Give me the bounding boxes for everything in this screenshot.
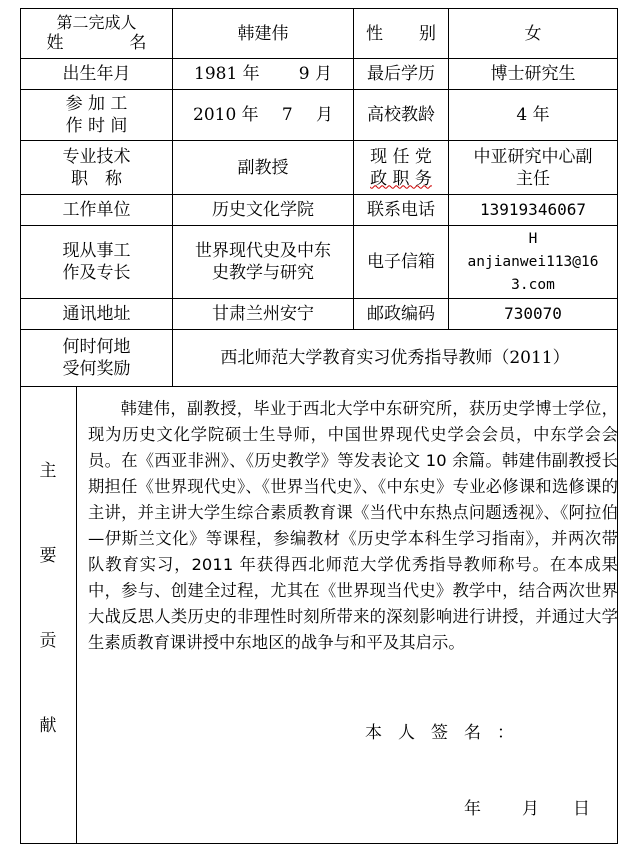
birth-year: 1981 年 [194,64,260,84]
education-value: 博士研究生 [490,64,576,84]
title-label-cell [21,141,172,194]
phone-label: 联系电话 [367,200,435,220]
specialty-label-line: 现从事工 [62,241,131,261]
contribution-label-char: 主 [39,461,57,481]
name-label-char: 名 [129,32,147,53]
gender-label-char: 别 [419,23,436,44]
contribution-label-char: 献 [39,716,57,736]
specialty-value-line: 世界现代史及中东 [195,241,331,261]
title-label-line: 专业技术 [62,146,131,167]
award-value: 西北师范大学教育实习优秀指导教师（2011） [220,348,570,368]
position-value-line: 主任 [516,168,550,189]
name-value: 韩建伟 [237,23,289,44]
position-value-cell [449,141,617,194]
signature-label: 本人签名： [365,723,530,743]
position-value-line: 中亚研究中心副 [473,146,593,167]
birth-label: 出生年月 [62,64,131,84]
work-start-month: 7 [281,105,293,125]
grid-line [20,386,618,387]
award-label-line: 何时何地 [62,337,131,357]
award-label-line: 受何奖励 [62,359,131,379]
grid-line [20,843,618,844]
email-value-cell [449,226,617,298]
work-start-value-cell [173,90,353,140]
contribution-label-char: 要 [39,546,57,566]
position-label-line: 政 职 务 [370,168,432,189]
postcode-value: 730070 [504,304,562,323]
postcode-label: 邮政编码 [367,304,435,324]
title-value: 副教授 [237,157,289,178]
education-label: 最后学历 [367,64,435,84]
contribution-text: 韩建伟，副教授，毕业于西北大学中东研究所，获历史学博士学位，现为历史文化学院硕士生导师，中国世界现代史学会会员，中东学会会员。在《西亚非洲》、《历史教学》等发表论文 10 余篇。韩建伟副教授长期担任《世界现代史》、《世界当代史》、《中东史》专业必修课和选修课的主讲，并主讲大学生综合素质教育课《当代中东热点问题透视》、《阿拉伯—伊斯兰文化》等课程，参编教材《历史学本科生学习指南》，并两次带队教育实习，2011 年获得西北师范大学优秀指导教师称号。在本成果中，参与、创建全过程，尤其在《世界现当代史》教学中，结合两次世界大战反思人类历史的非理性时刻所带来的深刻影响进行讲授，并通过大学生素质教育课讲授中东地区的战争与和平及其启示。 [88,399,618,652]
work-start-year: 2010 年 [193,105,259,125]
work-start-month-unit: 月 [316,105,333,125]
address-value: 甘肃兰州安宁 [212,304,314,324]
work-start-label-line: 参 加 工 [65,94,128,114]
name-label-char: 姓 [46,32,64,53]
position-label-cell [354,141,448,194]
grid-line [76,386,77,844]
phone-value: 13919346067 [480,200,586,219]
work-start-label-line: 作 时 间 [65,116,128,136]
email-value-line: anjianwei113@16 [467,253,599,270]
date-month: 月 [522,799,539,819]
unit-value: 历史文化学院 [212,200,314,220]
unit-label: 工作单位 [62,200,131,220]
gender-label-cell [354,9,448,58]
title-label-line: 职 称 [71,168,122,189]
completion-rank-note: 第二完成人 [56,12,137,32]
specialty-value-line: 史教学与研究 [212,263,314,283]
gender-value: 女 [524,23,542,44]
contribution-label [28,396,68,796]
contribution-label-char: 贡 [39,631,57,651]
email-label: 电子信箱 [367,252,435,272]
specialty-label-line: 作及专长 [62,263,131,283]
gender-label-char: 性 [366,23,383,44]
birth-month: 9 月 [298,64,332,84]
date-year: 年 [464,799,481,819]
date-day: 日 [573,799,590,819]
teaching-years-label: 高校教龄 [367,105,435,125]
email-value-line: H [528,230,538,247]
birth-value-cell [173,59,353,89]
name-label-cell [21,9,172,58]
teaching-years-value: 4 年 [516,105,550,125]
work-start-label-cell [21,90,172,140]
award-label-cell [21,330,172,386]
email-value-line: 3.com [511,276,555,293]
specialty-label-cell [21,226,172,298]
specialty-value-cell [173,226,353,298]
position-label-line: 现 任 党 [370,146,432,167]
address-label: 通讯地址 [62,304,131,324]
